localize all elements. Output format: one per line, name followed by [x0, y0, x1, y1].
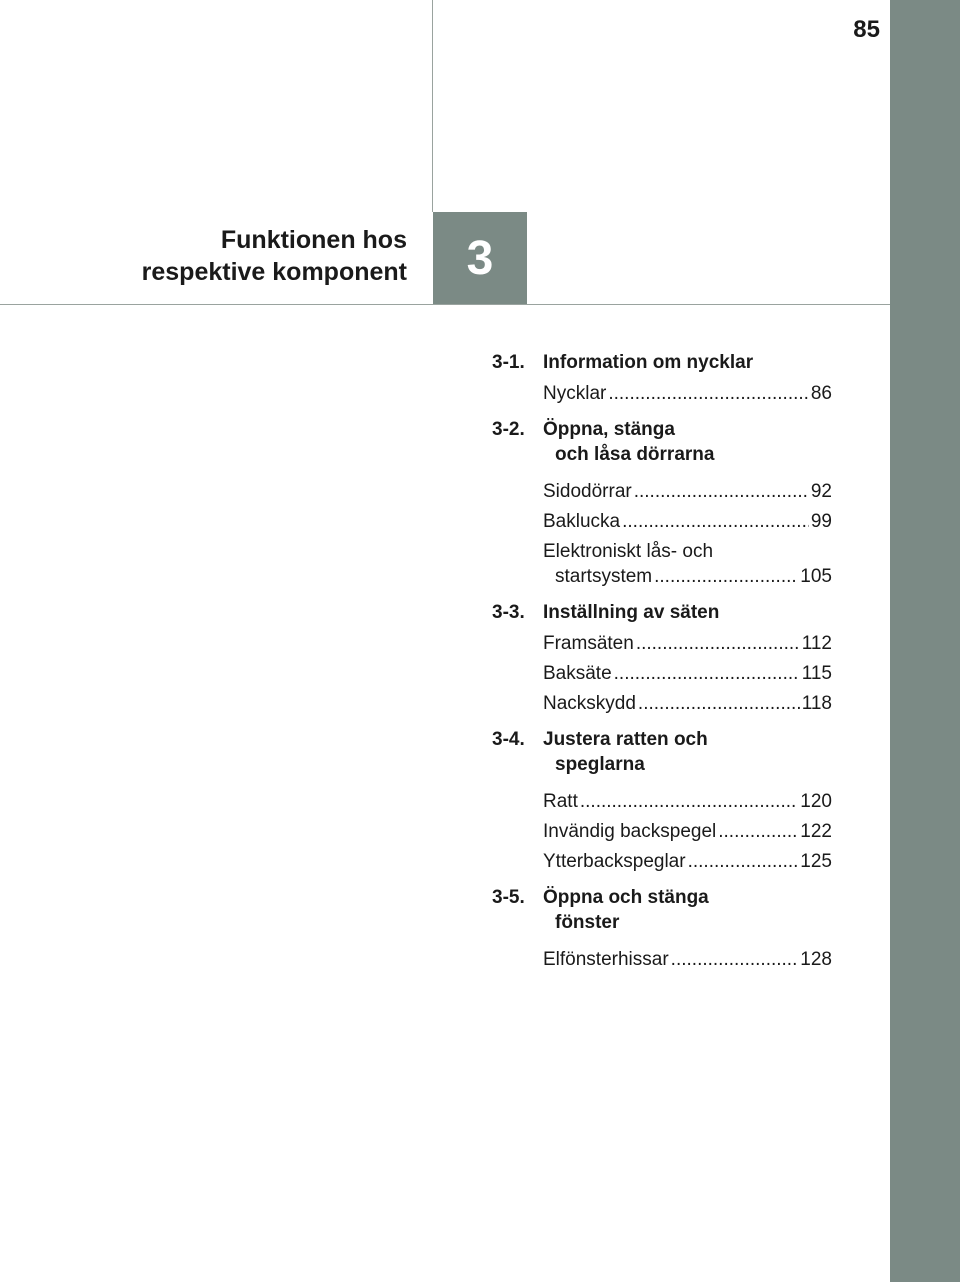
toc-entry-ytterbackspeglar[interactable]	[543, 849, 832, 874]
toc-entry-elektroniskt-las[interactable]	[543, 539, 832, 589]
entry-page: 105	[800, 566, 832, 587]
entry-label: Nycklar	[543, 383, 607, 404]
entry-page: 118	[801, 693, 832, 714]
leader-dots	[718, 819, 798, 844]
toc-entry-nycklar[interactable]	[543, 381, 832, 406]
entry-label: Framsäten	[543, 633, 634, 654]
vertical-divider	[432, 0, 433, 212]
chapter-side-bar	[890, 0, 960, 1282]
section-number: 3-2.	[492, 419, 525, 440]
leader-dots	[638, 691, 800, 716]
entry-label: Invändig backspegel	[543, 821, 717, 842]
section-title	[543, 885, 832, 935]
section-title	[543, 417, 832, 467]
section-title-line2: speglarna	[555, 754, 645, 775]
entry-label: Nackskydd	[543, 693, 636, 714]
entry-page: 92	[810, 481, 832, 502]
chapter-title	[142, 224, 407, 288]
toc-entry-baklucka[interactable]	[543, 509, 832, 534]
toc-entry-framsaten[interactable]	[543, 631, 832, 656]
toc-entry-nackskydd[interactable]	[543, 691, 832, 716]
entry-page: 112	[801, 633, 832, 654]
leader-dots	[580, 789, 798, 814]
watermark: carmanualsonline.info	[675, 1248, 890, 1273]
entry-page: 115	[801, 663, 832, 684]
leader-dots	[671, 947, 799, 972]
section-title-line1: Justera ratten och	[543, 729, 708, 750]
leader-dots	[634, 479, 809, 504]
section-title	[543, 727, 832, 777]
entry-page: 86	[810, 383, 832, 404]
leader-dots	[636, 631, 800, 656]
section-number: 3-5.	[492, 887, 525, 908]
horizontal-divider	[0, 304, 890, 305]
entry-label: Ratt	[543, 791, 578, 812]
section-title-line1: Öppna och stänga	[543, 887, 709, 908]
entry-label: Elektroniskt lås- och	[543, 541, 714, 562]
toc-section-3-1[interactable]	[492, 350, 832, 375]
toc-section-3-5[interactable]	[492, 885, 832, 935]
table-of-contents	[492, 350, 832, 977]
section-title-line1: Öppna, stänga	[543, 419, 675, 440]
toc-section-3-2[interactable]	[492, 417, 832, 467]
entry-label: Elfönsterhissar	[543, 949, 669, 970]
page-number: 85	[853, 16, 880, 43]
chapter-title-line2: respektive komponent	[141, 258, 407, 286]
entry-label: Baklucka	[543, 511, 621, 532]
leader-dots	[688, 849, 799, 874]
entry-page: 99	[810, 511, 832, 532]
chapter-title-line1: Funktionen hos	[220, 226, 407, 254]
toc-entry-ratt[interactable]	[543, 789, 832, 814]
leader-dots	[622, 509, 809, 534]
toc-entry-invandig-backspegel[interactable]	[543, 819, 832, 844]
section-title: Information om nycklar	[543, 352, 754, 373]
section-title-line2: fönster	[555, 912, 620, 933]
section-number: 3-1.	[492, 352, 525, 373]
leader-dots	[614, 661, 800, 686]
toc-section-3-3[interactable]	[492, 600, 832, 625]
section-title-line2: och låsa dörrarna	[555, 444, 715, 465]
toc-entry-sidodorrar[interactable]	[543, 479, 832, 504]
section-number: 3-3.	[492, 602, 525, 623]
toc-entry-elfonsterhissar[interactable]	[543, 947, 832, 972]
entry-label-line2: startsystem	[555, 566, 653, 587]
entry-page: 120	[800, 791, 832, 812]
entry-label: Sidodörrar	[543, 481, 632, 502]
entry-page: 122	[800, 821, 832, 842]
entry-label: Ytterbackspeglar	[543, 851, 686, 872]
section-title: Inställning av säten	[543, 602, 720, 623]
section-number: 3-4.	[492, 729, 525, 750]
chapter-number-box: 3	[433, 212, 527, 304]
leader-dots	[608, 381, 809, 406]
leader-dots	[654, 564, 798, 589]
entry-label: Baksäte	[543, 663, 612, 684]
toc-entry-baksate[interactable]	[543, 661, 832, 686]
toc-section-3-4[interactable]	[492, 727, 832, 777]
entry-page: 128	[800, 949, 832, 970]
entry-page: 125	[800, 851, 832, 872]
